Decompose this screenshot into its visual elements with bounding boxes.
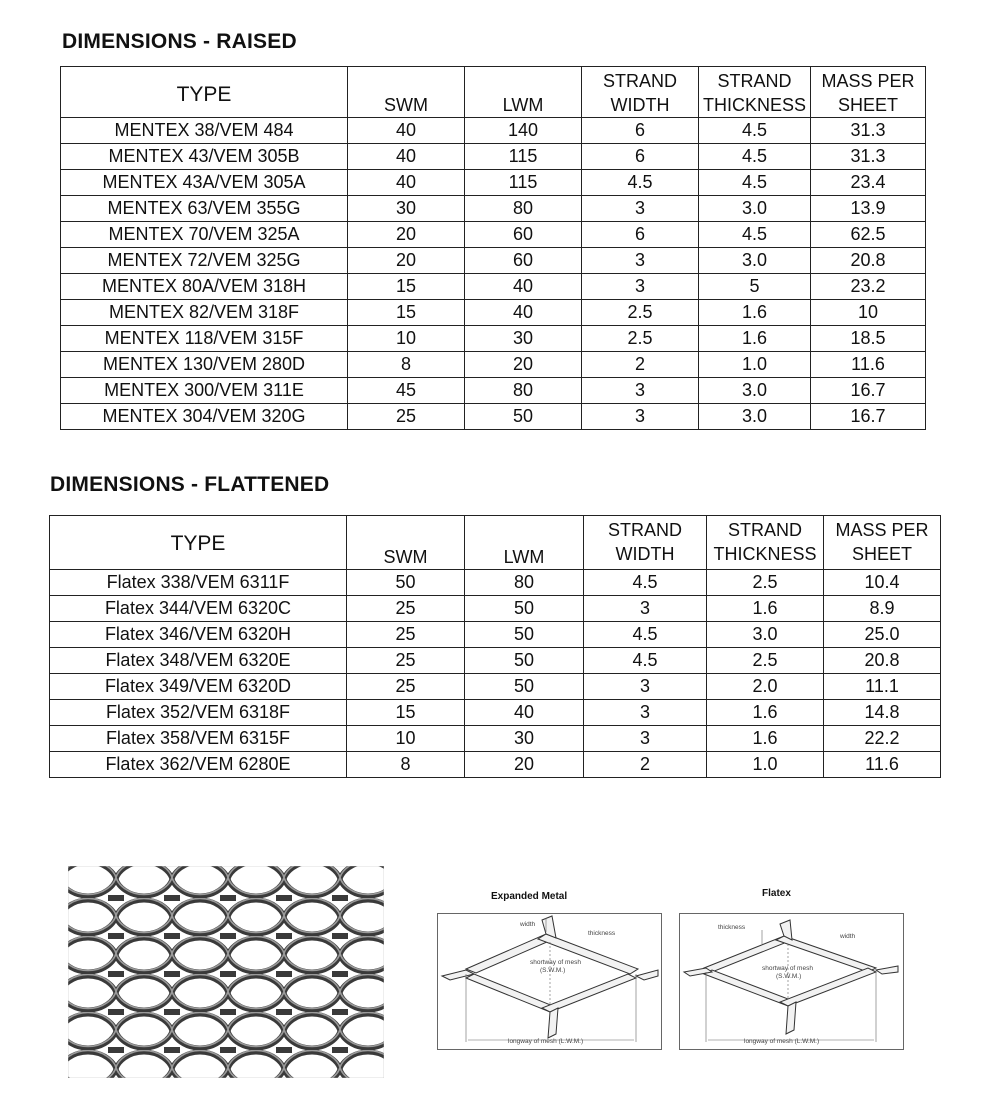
column-header-strand-thickness: STRAND THICKNESS	[707, 516, 824, 570]
cell-type: Flatex 348/VEM 6320E	[50, 648, 347, 674]
cell-lwm: 20	[465, 352, 582, 378]
cell-lwm: 50	[465, 404, 582, 430]
cell-type: MENTEX 38/VEM 484	[61, 118, 348, 144]
cell-swm: 25	[347, 648, 465, 674]
column-header-strand-width: STRAND WIDTH	[582, 67, 699, 118]
flatex-diagram-title: Flatex	[762, 888, 791, 899]
cell-swm: 50	[347, 570, 465, 596]
cell-strand-width: 3	[582, 196, 699, 222]
cell-mass-per-sheet: 13.9	[811, 196, 926, 222]
cell-strand-width: 3	[582, 378, 699, 404]
cell-strand-width: 2.5	[582, 326, 699, 352]
cell-type: MENTEX 80A/VEM 318H	[61, 274, 348, 300]
expanded-metal-diagram-title: Expanded Metal	[491, 891, 568, 902]
cell-lwm: 40	[465, 700, 584, 726]
expanded-metal-diagram	[437, 913, 662, 1050]
swm-abbr-label: (S.W.M.)	[540, 967, 566, 974]
column-header-strand-width: STRAND WIDTH	[584, 516, 707, 570]
cell-type: MENTEX 43/VEM 305B	[61, 144, 348, 170]
cell-swm: 15	[348, 274, 465, 300]
cell-lwm: 80	[465, 570, 584, 596]
cell-mass-per-sheet: 10	[811, 300, 926, 326]
cell-swm: 30	[348, 196, 465, 222]
cell-lwm: 50	[465, 674, 584, 700]
cell-lwm: 20	[465, 752, 584, 778]
column-header-strand-thickness: STRAND THICKNESS	[699, 67, 811, 118]
cell-strand-thickness: 2.0	[707, 674, 824, 700]
column-header-type: TYPE	[61, 67, 348, 118]
table-row	[50, 700, 941, 726]
cell-mass-per-sheet: 20.8	[811, 248, 926, 274]
table-row	[50, 622, 941, 648]
table-row	[50, 726, 941, 752]
cell-strand-thickness: 3.0	[699, 248, 811, 274]
column-header-type: TYPE	[50, 516, 347, 570]
cell-strand-width: 6	[582, 118, 699, 144]
cell-type: Flatex 346/VEM 6320H	[50, 622, 347, 648]
cell-strand-thickness: 2.5	[707, 648, 824, 674]
cell-strand-width: 3	[584, 700, 707, 726]
cell-lwm: 115	[465, 170, 582, 196]
cell-mass-per-sheet: 31.3	[811, 144, 926, 170]
table-row	[61, 352, 926, 378]
cell-lwm: 40	[465, 300, 582, 326]
cell-lwm: 50	[465, 648, 584, 674]
cell-swm: 25	[347, 596, 465, 622]
cell-type: MENTEX 300/VEM 311E	[61, 378, 348, 404]
cell-strand-thickness: 3.0	[699, 378, 811, 404]
cell-lwm: 50	[465, 596, 584, 622]
cell-strand-width: 3	[584, 596, 707, 622]
cell-swm: 40	[348, 144, 465, 170]
raised-title: DIMENSIONS - RAISED	[62, 30, 297, 53]
table-row	[61, 248, 926, 274]
cell-swm: 15	[347, 700, 465, 726]
table-row	[61, 222, 926, 248]
cell-lwm: 60	[465, 248, 582, 274]
cell-type: MENTEX 118/VEM 315F	[61, 326, 348, 352]
column-header-swm: SWM	[348, 67, 465, 118]
table-row	[61, 274, 926, 300]
column-header-mass-per-sheet: MASS PER SHEET	[824, 516, 941, 570]
thickness-label: thickness	[718, 924, 746, 931]
cell-strand-thickness: 1.6	[707, 700, 824, 726]
cell-mass-per-sheet: 23.4	[811, 170, 926, 196]
cell-mass-per-sheet: 62.5	[811, 222, 926, 248]
cell-lwm: 40	[465, 274, 582, 300]
cell-strand-thickness: 4.5	[699, 144, 811, 170]
table-row	[50, 570, 941, 596]
cell-strand-thickness: 1.0	[707, 752, 824, 778]
cell-strand-thickness: 3.0	[707, 622, 824, 648]
cell-type: MENTEX 82/VEM 318F	[61, 300, 348, 326]
cell-type: Flatex 362/VEM 6280E	[50, 752, 347, 778]
table-row	[61, 118, 926, 144]
cell-mass-per-sheet: 16.7	[811, 378, 926, 404]
cell-strand-thickness: 3.0	[699, 196, 811, 222]
cell-lwm: 140	[465, 118, 582, 144]
table-row	[61, 378, 926, 404]
cell-mass-per-sheet: 11.6	[824, 752, 941, 778]
cell-strand-width: 3	[582, 248, 699, 274]
cell-mass-per-sheet: 31.3	[811, 118, 926, 144]
cell-strand-width: 2	[584, 752, 707, 778]
cell-strand-width: 3	[582, 404, 699, 430]
flattened-dimensions-table	[49, 515, 941, 778]
column-header-lwm: LWM	[465, 516, 584, 570]
table-row	[61, 300, 926, 326]
cell-strand-width: 2.5	[582, 300, 699, 326]
cell-strand-thickness: 1.0	[699, 352, 811, 378]
column-header-mass-per-sheet: MASS PER SHEET	[811, 67, 926, 118]
cell-mass-per-sheet: 10.4	[824, 570, 941, 596]
table-row	[61, 326, 926, 352]
cell-strand-width: 3	[584, 674, 707, 700]
table-row	[61, 144, 926, 170]
cell-lwm: 30	[465, 326, 582, 352]
cell-type: Flatex 358/VEM 6315F	[50, 726, 347, 752]
cell-mass-per-sheet: 20.8	[824, 648, 941, 674]
cell-swm: 40	[348, 118, 465, 144]
cell-strand-width: 4.5	[582, 170, 699, 196]
cell-mass-per-sheet: 11.1	[824, 674, 941, 700]
lwm-label: longway of mesh (L.W.M.)	[744, 1038, 820, 1045]
cell-type: MENTEX 72/VEM 325G	[61, 248, 348, 274]
cell-type: MENTEX 63/VEM 355G	[61, 196, 348, 222]
table-row	[61, 196, 926, 222]
cell-strand-width: 6	[582, 144, 699, 170]
cell-swm: 20	[348, 248, 465, 274]
width-label: width	[520, 921, 536, 928]
table-row	[50, 752, 941, 778]
flatex-diagram	[679, 913, 904, 1050]
cell-strand-thickness: 1.6	[707, 726, 824, 752]
cell-swm: 10	[348, 326, 465, 352]
cell-type: Flatex 352/VEM 6318F	[50, 700, 347, 726]
lwm-label: longway of mesh (L.W.M.)	[508, 1038, 584, 1045]
cell-type: Flatex 344/VEM 6320C	[50, 596, 347, 622]
swm-label: shortway of mesh	[762, 965, 813, 972]
flattened-title: DIMENSIONS - FLATTENED	[50, 473, 330, 496]
cell-swm: 25	[347, 622, 465, 648]
raised-dimensions-table	[60, 66, 926, 430]
cell-type: MENTEX 130/VEM 280D	[61, 352, 348, 378]
cell-strand-thickness: 1.6	[699, 326, 811, 352]
table-row	[61, 404, 926, 430]
thickness-label: thickness	[588, 930, 616, 937]
cell-lwm: 115	[465, 144, 582, 170]
cell-strand-thickness: 4.5	[699, 170, 811, 196]
cell-strand-width: 4.5	[584, 648, 707, 674]
cell-mass-per-sheet: 11.6	[811, 352, 926, 378]
column-header-lwm: LWM	[465, 67, 582, 118]
cell-strand-width: 4.5	[584, 570, 707, 596]
table-row	[50, 674, 941, 700]
cell-lwm: 50	[465, 622, 584, 648]
expanded-metal-mesh-photo	[68, 866, 384, 1078]
cell-swm: 15	[348, 300, 465, 326]
cell-strand-thickness: 4.5	[699, 222, 811, 248]
cell-strand-thickness: 2.5	[707, 570, 824, 596]
cell-lwm: 80	[465, 378, 582, 404]
cell-strand-width: 3	[584, 726, 707, 752]
cell-strand-thickness: 1.6	[699, 300, 811, 326]
table-row	[50, 596, 941, 622]
cell-strand-width: 4.5	[584, 622, 707, 648]
width-label: width	[840, 933, 856, 940]
cell-swm: 40	[348, 170, 465, 196]
cell-swm: 25	[348, 404, 465, 430]
cell-mass-per-sheet: 14.8	[824, 700, 941, 726]
cell-type: MENTEX 304/VEM 320G	[61, 404, 348, 430]
cell-lwm: 30	[465, 726, 584, 752]
cell-swm: 10	[347, 726, 465, 752]
table-row	[50, 648, 941, 674]
swm-abbr-label: (S.W.M.)	[776, 973, 802, 980]
cell-strand-width: 3	[582, 274, 699, 300]
cell-lwm: 80	[465, 196, 582, 222]
cell-strand-thickness: 1.6	[707, 596, 824, 622]
cell-swm: 20	[348, 222, 465, 248]
cell-swm: 45	[348, 378, 465, 404]
table-row	[61, 170, 926, 196]
cell-swm: 25	[347, 674, 465, 700]
cell-mass-per-sheet: 16.7	[811, 404, 926, 430]
cell-mass-per-sheet: 18.5	[811, 326, 926, 352]
cell-strand-thickness: 5	[699, 274, 811, 300]
cell-mass-per-sheet: 25.0	[824, 622, 941, 648]
cell-type: Flatex 338/VEM 6311F	[50, 570, 347, 596]
cell-mass-per-sheet: 23.2	[811, 274, 926, 300]
cell-strand-width: 6	[582, 222, 699, 248]
cell-lwm: 60	[465, 222, 582, 248]
swm-label: shortway of mesh	[530, 959, 581, 966]
cell-type: Flatex 349/VEM 6320D	[50, 674, 347, 700]
cell-strand-thickness: 4.5	[699, 118, 811, 144]
cell-type: MENTEX 70/VEM 325A	[61, 222, 348, 248]
column-header-swm: SWM	[347, 516, 465, 570]
cell-swm: 8	[348, 352, 465, 378]
cell-swm: 8	[347, 752, 465, 778]
cell-type: MENTEX 43A/VEM 305A	[61, 170, 348, 196]
cell-mass-per-sheet: 22.2	[824, 726, 941, 752]
cell-mass-per-sheet: 8.9	[824, 596, 941, 622]
cell-strand-width: 2	[582, 352, 699, 378]
cell-strand-thickness: 3.0	[699, 404, 811, 430]
